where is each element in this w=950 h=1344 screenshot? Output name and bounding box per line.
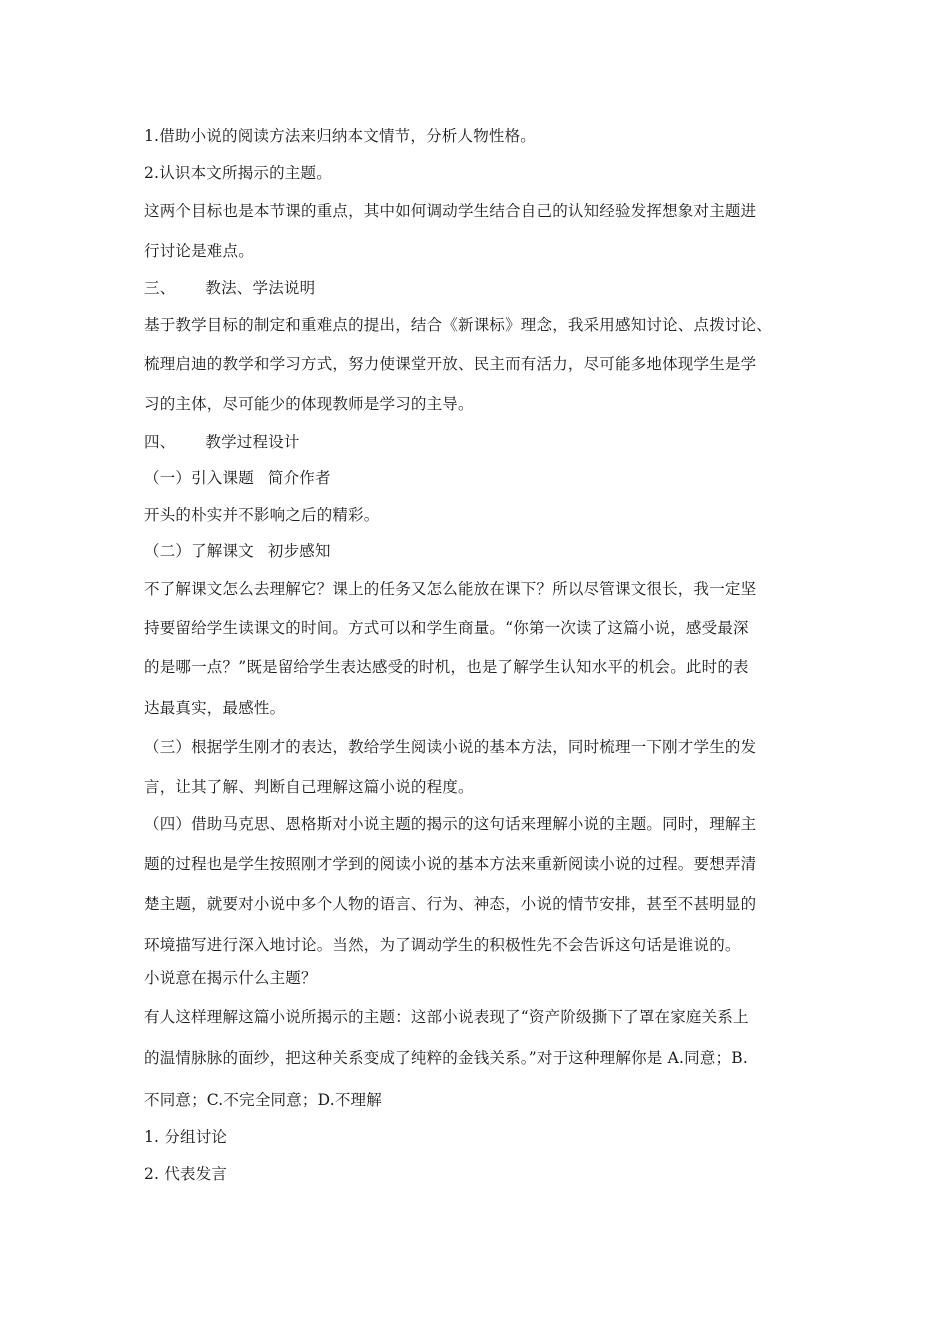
subsection-heading-1 <box>144 467 331 489</box>
subsection-subtitle: 初步感知 <box>267 542 331 560</box>
paragraph-line: 不同意；C.不完全同意；D.不理解 <box>144 1091 382 1109</box>
paragraph-line: 的是哪一点？”既是留给学生表达感受的时机，也是了解学生认知水平的机会。此时的表 <box>144 658 749 676</box>
paragraph-line: 持要留给学生读课文的时间。方式可以和学生商量。“你第一次读了这篇小说，感受最深 <box>144 619 749 637</box>
section-heading-4 <box>144 431 300 453</box>
subsection-heading-2 <box>144 540 331 562</box>
paragraph-line: 题的过程也是学生按照刚才学到的阅读小说的基本方法来重新阅读小说的过程。要想弄清 <box>144 855 757 873</box>
subsection-title: （一）引入课题 <box>144 469 254 487</box>
paragraph-line: 的温情脉脉的面纱，把这种关系变成了纯粹的金钱关系。”对于这种理解你是 A.同意；B. <box>144 1049 748 1067</box>
paragraph-line: （三）根据学生刚才的表达，教给学生阅读小说的基本方法，同时梳理一下刚才学生的发 <box>144 738 757 756</box>
paragraph-line: 基于教学目标的制定和重难点的提出，结合《新课标》理念，我采用感知讨论、点拨讨论、 <box>144 316 773 334</box>
section-title: 教法、学法说明 <box>205 279 316 297</box>
subsection-title: （二）了解课文 <box>144 542 254 560</box>
paragraph-line: 环境描写进行深入地讨论。当然，为了调动学生的积极性先不会告诉这句话是谁说的。 <box>144 936 741 954</box>
objective-1: 1.借助小说的阅读方法来归纳本文情节，分析人物性格。 <box>144 127 536 145</box>
paragraph-line: （四）借助马克思、恩格斯对小说主题的揭示的这句话来理解小说的主题。同时，理解主 <box>144 815 757 833</box>
objective-2: 2.认识本文所揭示的主题。 <box>144 164 332 182</box>
list-item: 2. 代表发言 <box>144 1165 228 1183</box>
paragraph-line: 开头的朴实并不影响之后的精彩。 <box>144 506 380 524</box>
section-number: 四、 <box>144 433 176 451</box>
subsection-subtitle: 简介作者 <box>267 469 331 487</box>
paragraph-line: 梳理启迪的教学和学习方式，努力使课堂开放、民主而有活力，尽可能多地体现学生是学 <box>144 355 757 373</box>
paragraph-line: 楚主题，就要对小说中多个人物的语言、行为、神态，小说的情节安排，甚至不甚明显的 <box>144 895 757 913</box>
paragraph-line: 这两个目标也是本节课的重点，其中如何调动学生结合自己的认知经验发挥想象对主题进 <box>144 202 757 220</box>
section-title: 教学过程设计 <box>205 433 300 451</box>
paragraph-line: 有人这样理解这篇小说所揭示的主题：这部小说表现了“资产阶级撕下了罩在家庭关系上 <box>144 1008 749 1026</box>
paragraph-line: 言，让其了解、判断自己理解这篇小说的程度。 <box>144 778 474 796</box>
section-heading-3 <box>144 277 315 299</box>
question-line: 小说意在揭示什么主题？ <box>144 969 317 987</box>
paragraph-line: 行讨论是难点。 <box>144 242 254 260</box>
paragraph-line: 不了解课文怎么去理解它？课上的任务又怎么能放在课下？所以尽管课文很长，我一定坚 <box>144 580 757 598</box>
paragraph-line: 达最真实，最感性。 <box>144 699 286 717</box>
section-number: 三、 <box>144 279 176 297</box>
paragraph-line: 习的主体，尽可能少的体现教师是学习的主导。 <box>144 395 474 413</box>
list-item: 1. 分组讨论 <box>144 1128 228 1146</box>
